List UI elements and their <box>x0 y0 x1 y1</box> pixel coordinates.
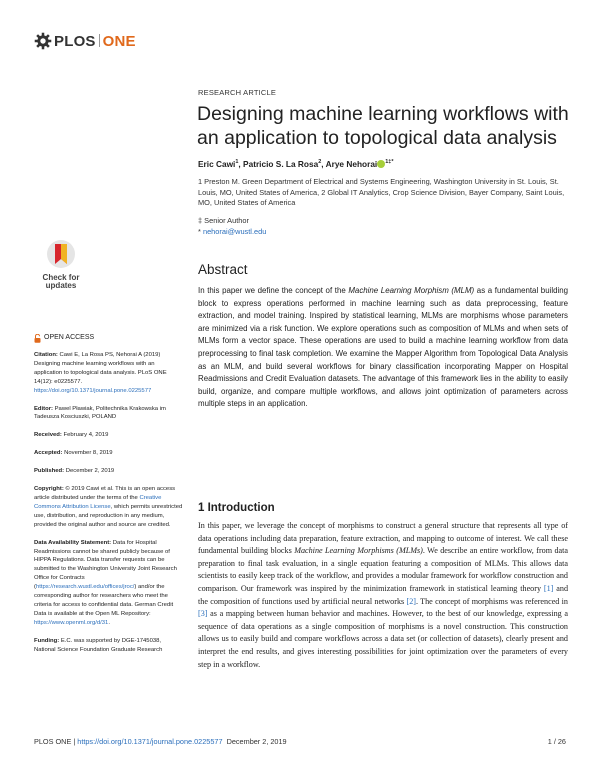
intro-heading: 1 Introduction <box>198 502 275 514</box>
logo-one: ONE <box>102 32 136 50</box>
bookmark-icon <box>34 239 88 269</box>
article-sidebar <box>34 334 184 663</box>
doi-link[interactable]: https://doi.org/10.1371/journal.pone.0225577 <box>34 387 152 394</box>
data-availability-block: Data Availability Statement: Data for Hospital Readmissions cannot be shared publicly because of HIPPA Regulations. Data transfer requests can be submitted to the Washington University Joint Research Office for Contracts (https://research.wustl.edu/offices/jroc/) and/or the corresponding author for researchers who meet the criteria for access to confidential data. German Credit Data is available at the Open ML Repository: https://www.openml.org/d/31. <box>34 539 177 626</box>
citation-link[interactable]: [3] <box>198 609 208 619</box>
jroc-link[interactable]: https://research.wustl.edu/offices/jroc/ <box>35 584 135 591</box>
footer-doi-link[interactable]: https://doi.org/10.1371/journal.pone.0225577 <box>77 737 223 746</box>
author-list: Eric Cawi$^1$, Patricio S. La Rosa$^2$, Arye Nehorai $^{1\ddagger*}$ <box>198 159 394 169</box>
logo-plos: PLOS <box>54 32 96 50</box>
footer-date: December 2, 2019 <box>226 737 287 746</box>
abstract-heading: Abstract <box>198 262 248 277</box>
published-date: Published: December 2, 2019 <box>34 468 115 475</box>
received-date: Received: February 4, 2019 <box>34 432 109 439</box>
abstract-text: In this paper we define the concept of the Machine Learning Morphism (MLM) as a fundamental building block to express operations performed in machine learning such as data preprocessing, feature extraction, and model training. Inspired by statistical learning, MLMs are morphisms whose parameters are minimized via a risk function. We explore operations such as composition of MLMs and when sets of MLMs form a vector space. These operations are used to build a machine learning workflow from data preprocessing to final task completion. We examine the Mapper Algorithm from Topological Data Analysis as an MLM, and build several workflows for binary classification incorporating Mapper on Hospital Readmissions and Credit Evaluation datasets. The advantage of this framework lies in the ability to easily build, organize, and compare multiple workflows, and allows joint optimization of parameters across multiple steps in an application. <box>198 286 569 409</box>
author-sup: 1‡* <box>385 159 394 166</box>
editor-block: Editor: Pawel Pławiak, Politechnika Krakowska im Tadeusza Kosciuszki, POLAND <box>34 405 166 421</box>
corresponding-email <box>198 227 266 236</box>
author-name[interactable]: Patricio S. La Rosa <box>243 159 319 169</box>
citation-link[interactable]: [1] <box>543 583 554 593</box>
author-sup: 2 <box>318 159 322 166</box>
license-link[interactable]: Creative Commons Attribution License <box>34 494 162 510</box>
citation-block: Citation: Cawi E, La Rosa PS, Nehorai A (2019) Designing machine learning workflows with an application to topological data analysis. PLoS ONE 14(12): e0225577. https://doi.org/10.1371/journal.pone.0225577 <box>34 352 167 394</box>
author-sup: 1 <box>235 159 239 166</box>
open-lock-icon <box>34 334 41 343</box>
check-for-updates-badge[interactable] <box>34 239 88 293</box>
copyright-block: Copyright: © 2019 Cawi et al. This is an open access article distributed under the terms of the Creative Commons Attribution License, which permits unrestricted use, distribution, and reproduction in any medium, provided the original author and source are credited. <box>34 486 183 528</box>
article-title: Designing machine learning workflows with an application to topological data analysis <box>197 103 569 149</box>
affiliations: 1 Preston M. Green Department of Electrical and Systems Engineering, Washington University in St. Louis, St. Louis, MO, United States of America, 2 Global IT Analytics, Crop Science Division, Bayer Company, Saint Louis, MO, United States of America <box>198 177 565 207</box>
check-label-1: Check for <box>42 273 80 282</box>
page-footer: PLOS ONE | https://doi.org/10.1371/journal.pone.0225577 December 2, 2019 1 / 26 <box>34 737 566 746</box>
citation-link[interactable]: [2] <box>406 596 416 606</box>
intro-text: In this paper, we leverage the concept of morphisms to construct a general structure that represents all type of data operations including data preparation, feature extraction, and mapping to outcome of interest. We call these fundamental building blocks Machine Learning Morphisms (MLMs). We describe an entire workflow, from data preparation to final task evaluation, in a single equation featuring a composition of MLMs. This allows data scientists to easily keep track of the workflow, and provides a modular framework for workflow construction and comparison. Our framework was inspired by the minimization framework in statistical learning theory [1] and the composition of functions used by artificial neural networks [2]. The concept of morphisms was referenced in [3] as a mapping between human behavior and machines. However, to the best of our knowledge, expressing a sequence of data operations as a single composition of morphisms is a novel construction. This construction allows us to easily build and compare workflows across a data set (or collection of datasets), clearly present and interpret the end results, and gives interesting possibilities for joint optimization over the parameters of every step in a workflow. <box>198 521 569 669</box>
funding-block: Funding: E.C. was supported by DGE-1745038, National Science Foundation Graduate Research <box>34 637 163 653</box>
check-label-2: updates <box>45 281 77 290</box>
open-access-badge: OPEN ACCESS <box>34 334 184 343</box>
gear-icon <box>34 32 52 50</box>
author-name[interactable]: Eric Cawi <box>198 159 236 169</box>
email-link[interactable]: nehorai@wustl.edu <box>202 227 267 236</box>
plos-one-logo <box>34 31 136 51</box>
page-number: 1 / 26 <box>547 737 566 746</box>
senior-author-note: ‡ Senior Author <box>198 216 249 225</box>
openml-link[interactable]: https://www.openml.org/d/31 <box>34 619 109 626</box>
email-marker: * <box>198 227 201 236</box>
footer-journal: PLOS ONE <box>34 737 72 746</box>
author-name[interactable]: Arye Nehorai <box>325 159 378 169</box>
accepted-date: Accepted: November 8, 2019 <box>34 450 113 457</box>
article-type: RESEARCH ARTICLE <box>198 88 277 97</box>
